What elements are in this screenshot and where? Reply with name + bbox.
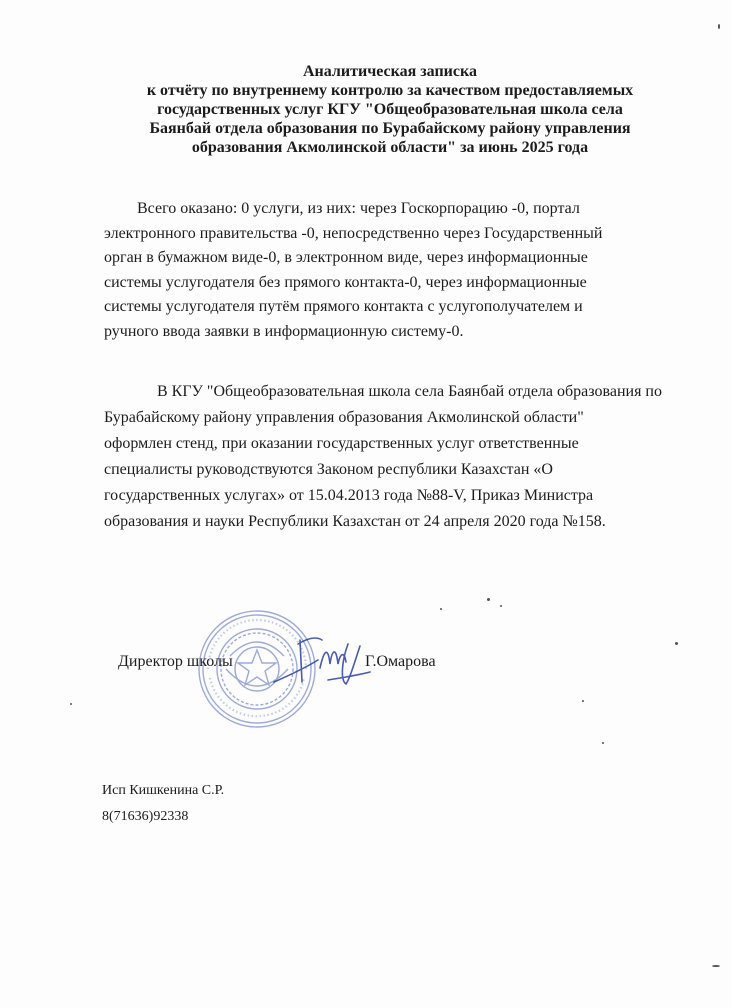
title-line: к отчёту по внутреннему контролю за качеством предоставляемых [146,82,634,99]
title-line: Баянбай отдела образования по Бурабайскому району управления [149,120,631,137]
scan-speck [602,742,604,744]
regulation-paragraph [104,379,664,535]
paragraph-line: специалисты руководствуются Законом республики Казахстан «О [104,461,553,478]
paragraph-line: образования и науки Республики Казахстан от 24 апреля 2020 года №158. [104,513,606,530]
services-summary-paragraph [104,197,664,344]
director-name: Г.Омарова [365,653,436,670]
paragraph-line: ручного ввода заявки в информационную систему-0. [104,322,464,340]
executor-phone: 8(71636)92338 [102,809,189,824]
scan-speck [440,608,442,610]
handwritten-signature-icon [270,620,380,700]
scan-speck [675,642,678,645]
paragraph-line: государственных услугах» от 15.04.2013 года №88-V, Приказ Министра [104,487,594,504]
document-title [100,62,680,157]
scan-speck [582,700,584,702]
paragraph-line: системы услугодателя без прямого контакта-0, через информационные [104,273,587,291]
executor-info [102,778,224,830]
scan-speck [500,605,502,607]
paragraph-line: системы услугодателя путём прямого контакта с услугополучателем и [104,298,583,315]
director-title: Директор школы [118,653,233,670]
paragraph-line: оформлен стенд, при оказании государственных услуг ответственные [104,435,579,452]
paragraph-line: орган в бумажном виде-0, в электронном виде, через информационные [104,249,588,266]
executor-name: Исп Кишкенина С.Р. [102,783,225,798]
scan-speck [487,598,490,601]
paragraph-line: электронного правительства -0, непосредственно через Государственный [104,224,603,242]
title-line: государственных услуг КГУ "Общеобразовательная школа села [157,101,623,118]
paragraph-line: Бурабайскому району управления образования Акмолинской области" [104,409,584,426]
title-line: Аналитическая записка [303,63,477,80]
scan-speck [718,24,720,29]
paragraph-line: В КГУ "Общеобразовательная школа села Баянбай отдела образования по [157,383,662,400]
scan-speck [70,703,72,705]
scan-speck [712,965,720,967]
title-line: образования Акмолинской области" за июнь 2025 года [191,139,589,156]
paragraph-line: Всего оказано: 0 услуги, из них: через Госкорпорацию -0, портал [137,200,580,217]
